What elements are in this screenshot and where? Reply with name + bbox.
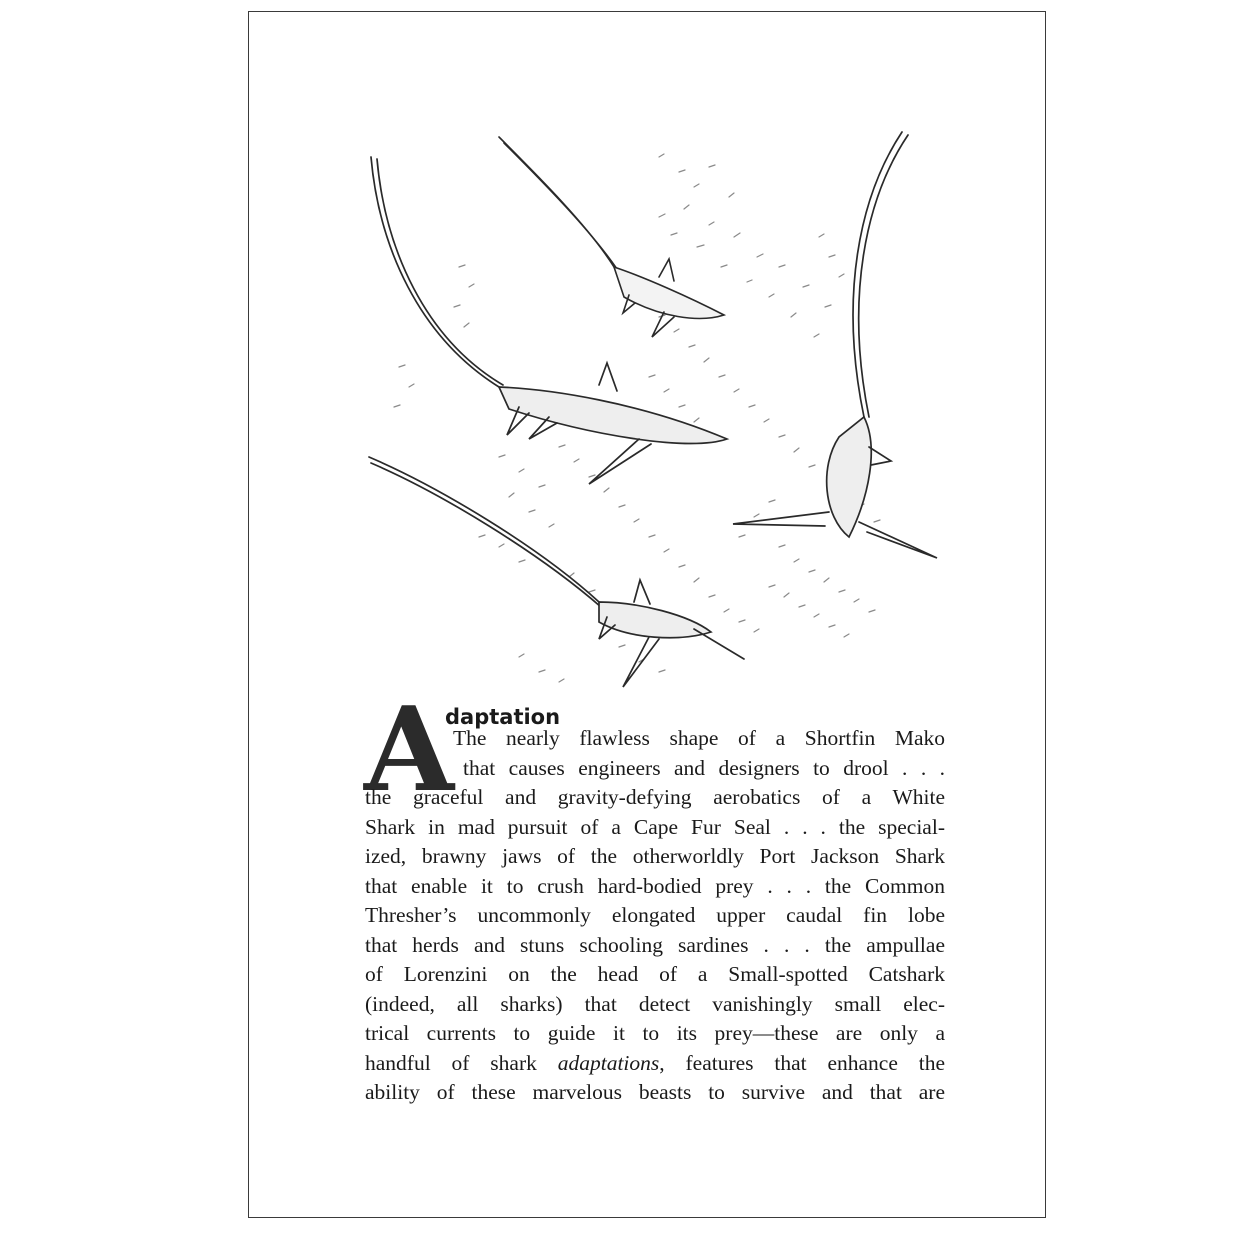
text-line: that causes engineers and designers to drool . . . [463, 755, 945, 780]
text-line: that herds and stuns schooling sardines . . . the ampullae [365, 932, 945, 957]
body-paragraph [365, 724, 945, 1108]
text-line: Thresher’s uncommonly elongated upper caudal fin lobe [365, 903, 945, 927]
thresher-shark-2 [371, 157, 727, 484]
text-line: (indeed, all sharks) that detect vanishingly small elec- [365, 991, 945, 1016]
text-line: trical currents to guide it to its prey—these are only a [365, 1021, 945, 1045]
text-line [365, 1049, 945, 1079]
text-line: that enable it to crush hard-bodied prey . . . the Common [365, 873, 945, 898]
book-page [248, 11, 1046, 1218]
section-heading: daptation [445, 705, 561, 729]
text-line: of Lorenzini on the head of a Small-spotted Catshark [365, 962, 945, 986]
thresher-sharks-illustration [359, 117, 949, 702]
text-line: the graceful and gravity-defying aerobatics of a White [365, 785, 945, 809]
emphasized-term: adaptations [557, 1050, 660, 1075]
thresher-shark-3 [733, 132, 937, 558]
text-fragment: handful of shark [365, 1050, 558, 1075]
thresher-shark-4 [369, 457, 744, 687]
thresher-shark-1 [499, 137, 724, 337]
text-fragment: , features that enhance the [659, 1050, 946, 1075]
text-line: The nearly flawless shape of a Shortfin Mako [453, 726, 945, 750]
drop-cap: A [364, 682, 453, 818]
text-line: ized, brawny jaws of the otherworldly Port Jackson Shark [365, 844, 945, 868]
text-line: ability of these marvelous beasts to survive and that are [365, 1080, 945, 1104]
text-line: Shark in mad pursuit of a Cape Fur Seal . . . the special- [365, 814, 945, 839]
